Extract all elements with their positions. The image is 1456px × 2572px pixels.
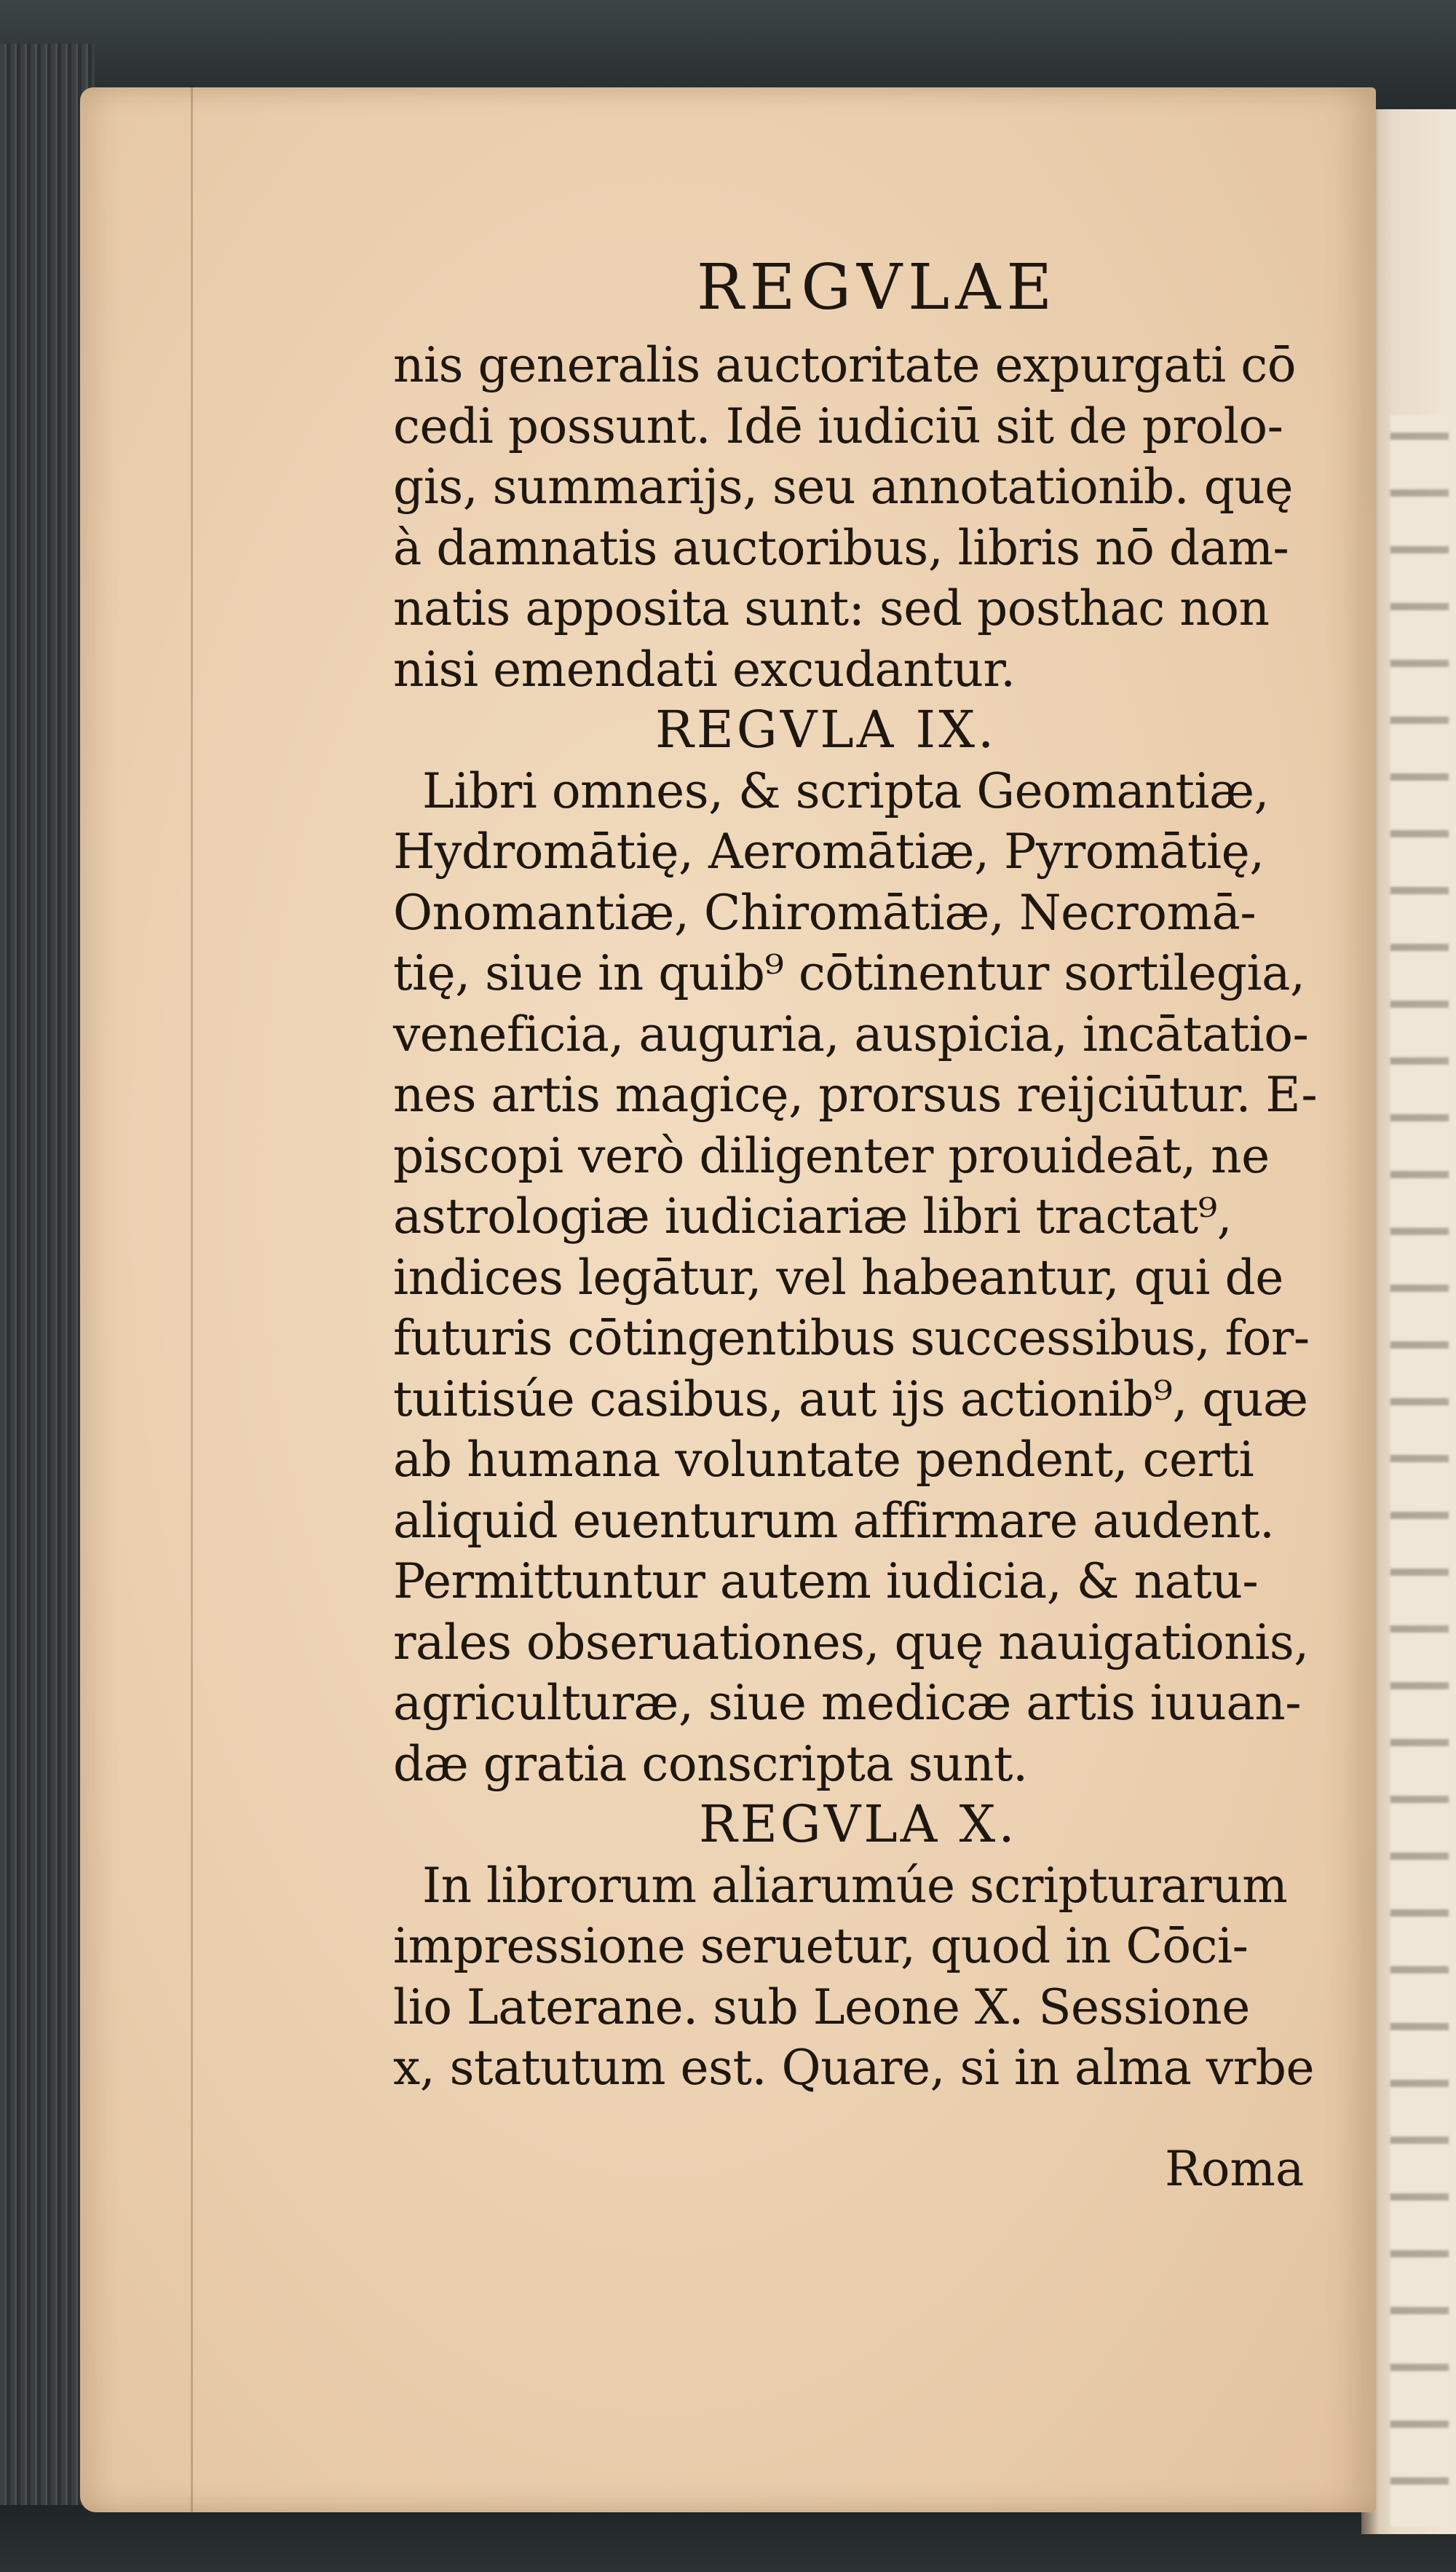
text-line: natis apposita sunt: sed posthac non bbox=[393, 580, 1270, 636]
text-line: tię, siue in quib⁹ cōtinentur sortilegia, bbox=[393, 945, 1305, 1001]
text-line: piscopi verò diligenter prouideāt, ne bbox=[393, 1127, 1270, 1184]
rule-x-title: REGVLA X. bbox=[699, 1794, 1018, 1854]
text-line: indices legātur, vel habeantur, qui de bbox=[393, 1249, 1283, 1306]
text-line: ab humana voluntate pendent, certi bbox=[393, 1432, 1254, 1488]
text-line: cedi possunt. Idē iudiciū sit de prolo- bbox=[393, 398, 1283, 454]
text-line: à damnatis auctoribus, libris nō dam- bbox=[393, 519, 1289, 576]
text-line: impressione seruetur, quod in Cōci- bbox=[393, 1918, 1249, 1974]
text-line: tuitisúe casibus, aut ijs actionib⁹, quæ bbox=[393, 1370, 1308, 1427]
text-line: Onomantiæ, Chiromātiæ, Necromā- bbox=[393, 884, 1257, 941]
text-line: veneficia, auguria, auspicia, incātatio- bbox=[393, 1006, 1309, 1062]
text-line: dæ gratia conscripta sunt. bbox=[393, 1735, 1028, 1792]
text-line: In librorum aliarumúe scripturarum bbox=[422, 1857, 1288, 1914]
text-line: Hydromātię, Aeromātiæ, Pyromātię, bbox=[393, 824, 1265, 880]
text-line: aliquid euenturum affirmare audent. bbox=[393, 1492, 1275, 1549]
text-line: Libri omnes, & scripta Geomantiæ, bbox=[422, 762, 1269, 819]
running-header: REGVLAE bbox=[696, 251, 1059, 324]
book-binding-bottom bbox=[0, 2505, 1456, 2572]
page-text-block bbox=[393, 248, 1318, 2099]
text-line: gis, summarijs, seu annotationib. quę bbox=[393, 459, 1293, 515]
text-line: nis generalis auctoritate expurgati cō bbox=[393, 337, 1296, 393]
page-gutter bbox=[191, 87, 193, 2512]
text-line: lio Laterane. sub Leone X. Sessione bbox=[393, 1979, 1250, 2035]
text-line: x, statutum est. Quare, si in alma vrbe bbox=[393, 2040, 1315, 2096]
text-line: nisi emendati excudantur. bbox=[393, 641, 1016, 698]
text-line: nes artis magicę, prorsus reijciūtur. E- bbox=[393, 1067, 1318, 1123]
text-line: agriculturæ, siue medicæ artis iuuan- bbox=[393, 1675, 1302, 1731]
text-line: futuris cōtingentibus successibus, for- bbox=[393, 1310, 1310, 1366]
text-line: astrologiæ iudiciariæ libri tractat⁹, bbox=[393, 1188, 1233, 1244]
text-line: Permittuntur autem iudicia, & natu- bbox=[393, 1553, 1259, 1609]
facing-page-text-ghost bbox=[1390, 415, 1449, 2527]
rule-ix-title: REGVLA IX. bbox=[655, 700, 997, 760]
catchword: Roma bbox=[1165, 2141, 1305, 2197]
text-line: rales obseruationes, quę nauigationis, bbox=[393, 1614, 1309, 1670]
